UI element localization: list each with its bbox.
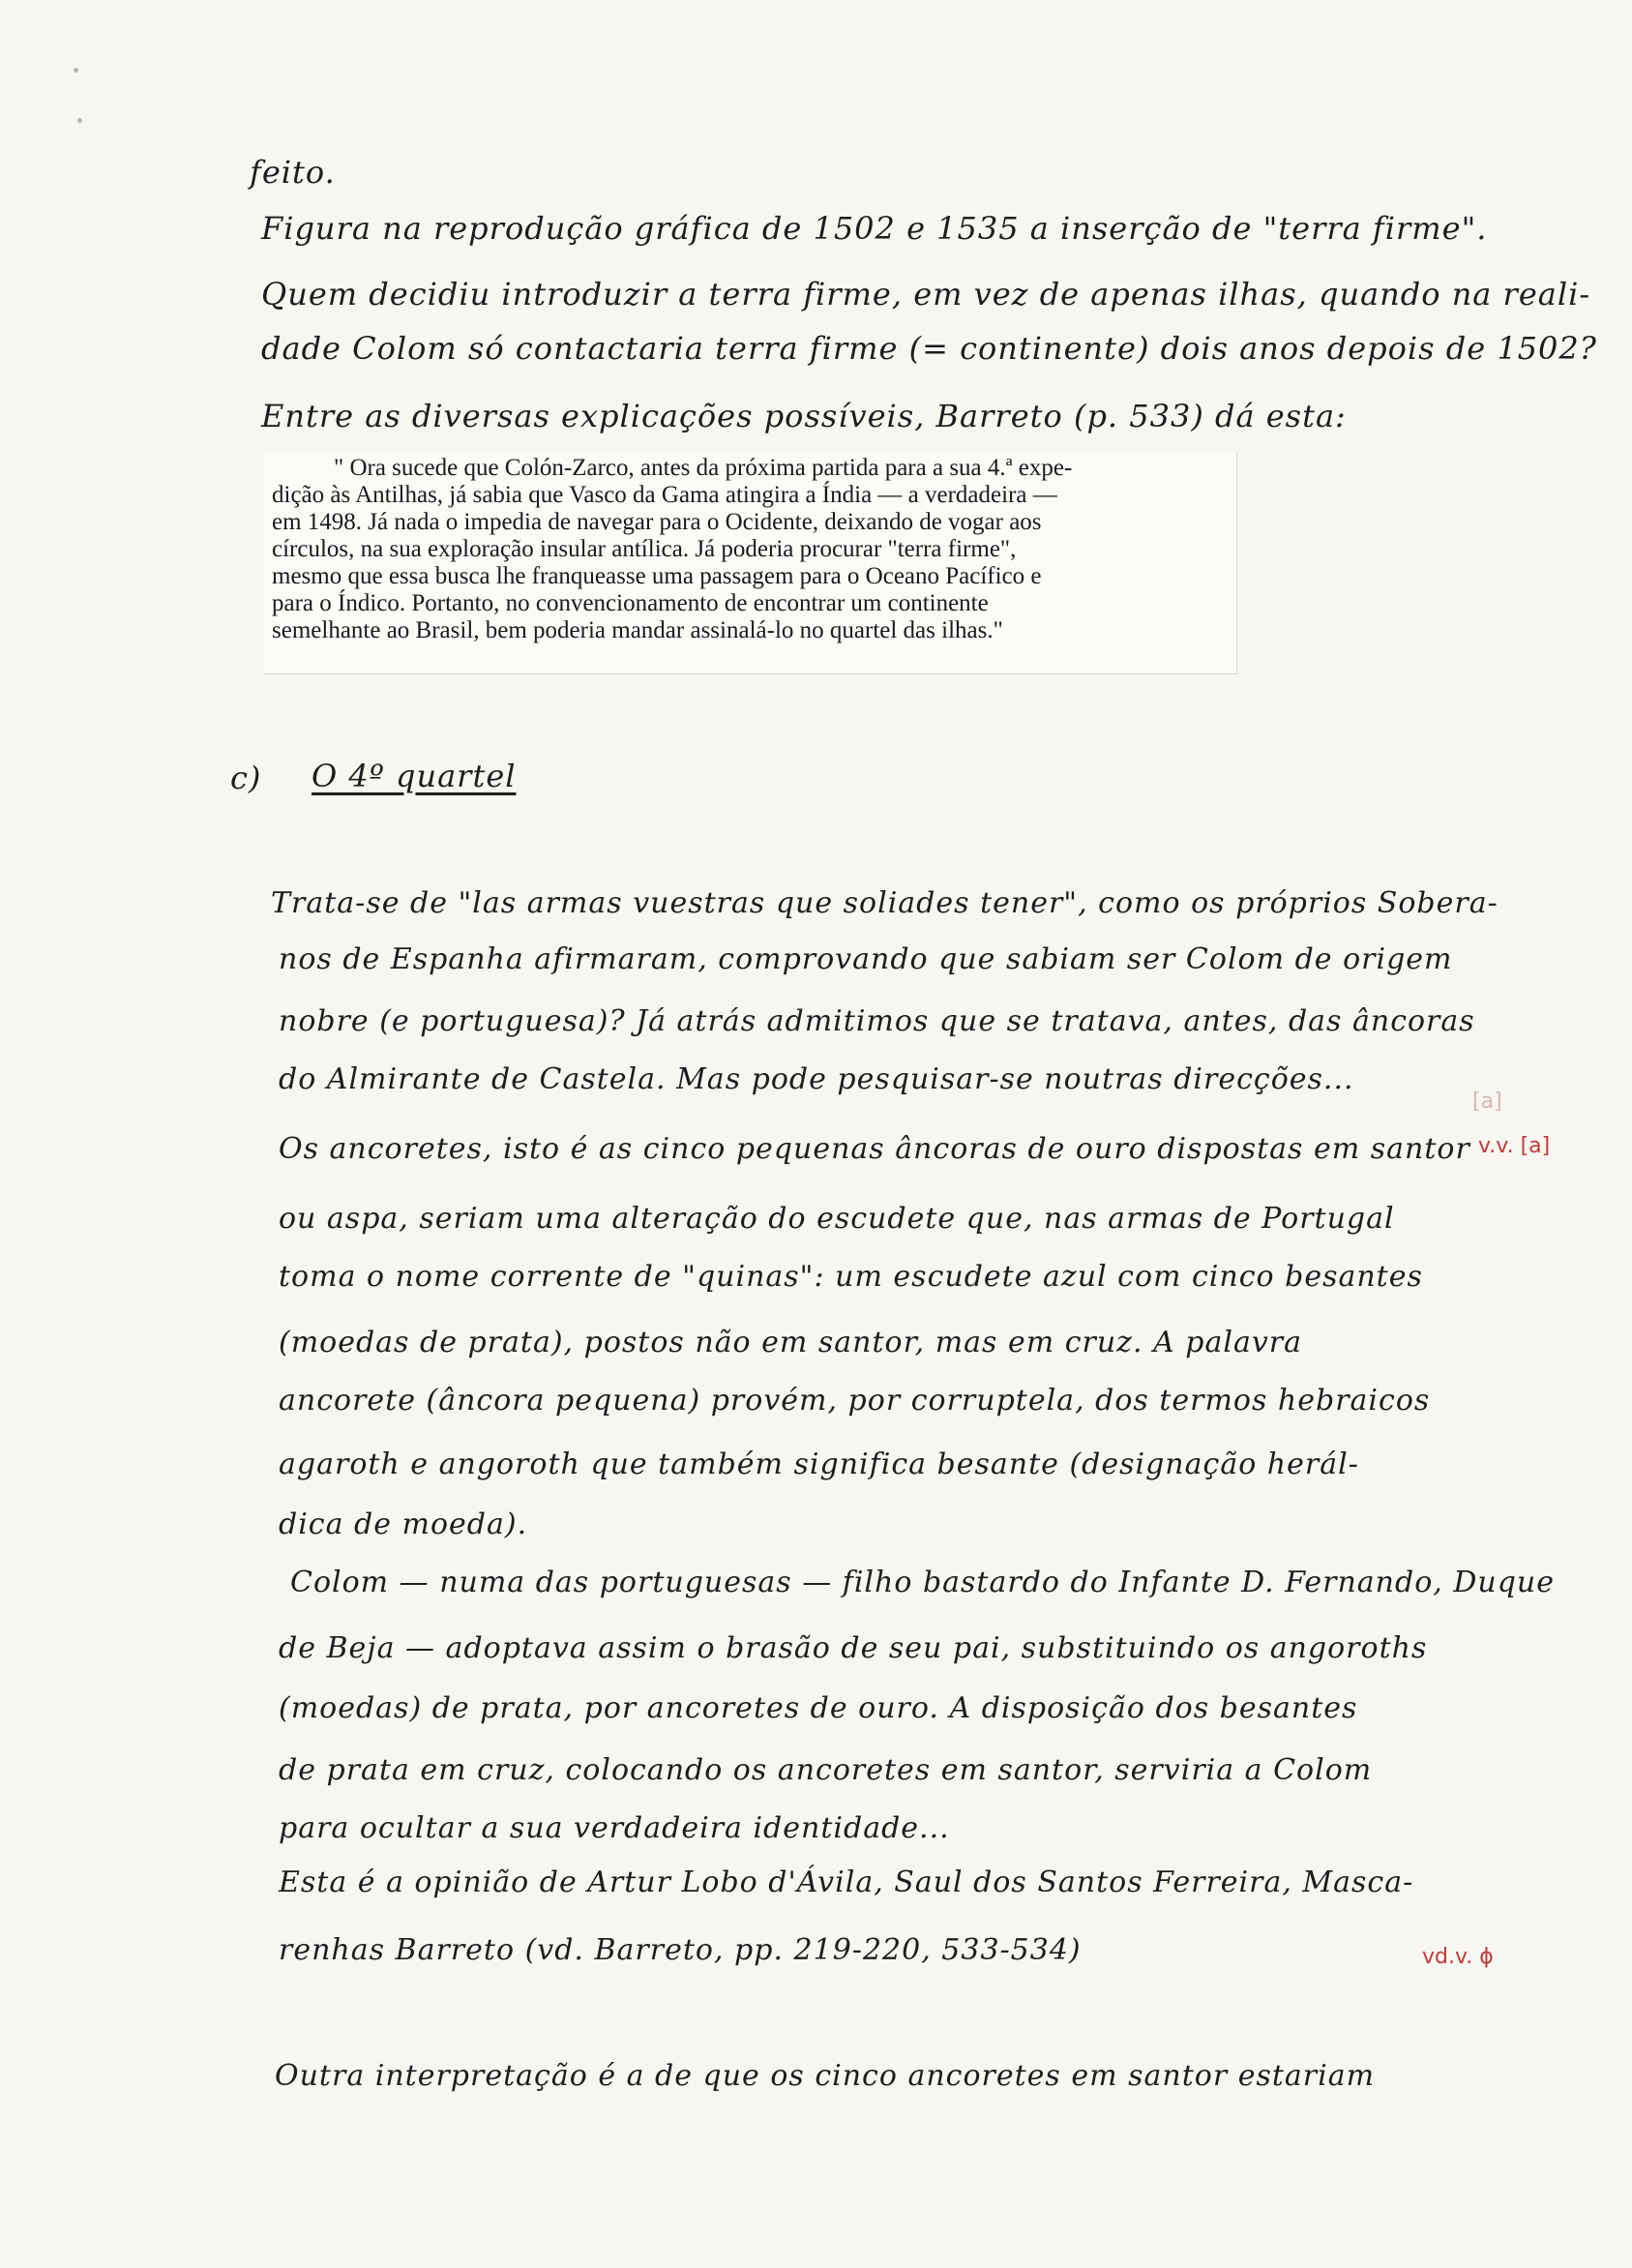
paper-speck <box>74 68 78 73</box>
handwritten-line: do Almirante de Castela. Mas pode pesquisar-se noutras direcções... <box>279 1062 1354 1096</box>
quote-line: mesmo que essa busca lhe franqueasse uma passagem para o Oceano Pacífico e <box>272 563 1042 589</box>
section-title: O 4º quartel <box>312 758 517 794</box>
handwritten-line: de prata em cruz, colocando os ancoretes em santor, serviria a Colom <box>279 1753 1373 1787</box>
handwritten-line: renhas Barreto (vd. Barreto, pp. 219-220, 533-534) <box>279 1933 1082 1967</box>
handwritten-line: Entre as diversas explicações possíveis, Barreto (p. 533) dá esta: <box>261 398 1347 434</box>
handwritten-line: de Beja — adoptava assim o brasão de seu pai, substituindo os angoroths <box>279 1631 1428 1665</box>
handwritten-line: nobre (e portuguesa)? Já atrás admitimos que se tratava, antes, das âncoras <box>279 1004 1475 1038</box>
margin-note-vv: v.v. [a] <box>1478 1134 1551 1158</box>
quote-line: dição às Antilhas, já sabia que Vasco da Gama atingira a Índia — a verdadeira — <box>272 482 1057 508</box>
handwritten-line: dica de moeda). <box>279 1507 528 1541</box>
margin-note-vd: vd.v. ϕ <box>1422 1945 1494 1969</box>
handwritten-line: para ocultar a sua verdadeira identidade... <box>279 1811 950 1845</box>
quote-line: para o Índico. Portanto, no convencionamento de encontrar um continente <box>272 590 989 616</box>
paper-speck <box>77 118 82 123</box>
handwritten-line: Quem decidiu introduzir a terra firme, em vez de apenas ilhas, quando na reali- <box>261 276 1591 313</box>
handwritten-line: feito. <box>250 154 336 191</box>
handwritten-line: Esta é a opinião de Artur Lobo d'Ávila, Saul dos Santos Ferreira, Masca- <box>279 1865 1414 1899</box>
handwritten-line: dade Colom só contactaria terra firme (= continente) dois anos depois de 1502? <box>261 330 1597 367</box>
section-label: c) <box>230 760 262 796</box>
handwritten-line: nos de Espanha afirmaram, comprovando que sabiam ser Colom de origem <box>279 942 1453 976</box>
quote-line: " Ora sucede que Colón-Zarco, antes da próxima partida para a sua 4.ª expe- <box>334 455 1073 481</box>
handwritten-line: Figura na reprodução gráfica de 1502 e 1535 a inserção de "terra firme". <box>261 210 1488 247</box>
handwritten-line: toma o nome corrente de "quinas": um escudete azul com cinco besantes <box>279 1260 1423 1294</box>
quote-line: em 1498. Já nada o impedia de navegar para o Ocidente, deixando de vogar aos <box>272 509 1042 535</box>
handwritten-line: ou aspa, seriam uma alteração do escudete que, nas armas de Portugal <box>279 1202 1395 1236</box>
quote-line: círculos, na sua exploração insular antílica. Já poderia procurar "terra firme", <box>272 536 1017 562</box>
pasted-quote-clipping <box>264 453 1237 674</box>
handwritten-line: Outra interpretação é a de que os cinco ancoretes em santor estariam <box>275 2059 1376 2093</box>
handwritten-line: (moedas de prata), postos não em santor, mas em cruz. A palavra <box>279 1326 1303 1359</box>
handwritten-line: agaroth e angoroth que também significa besante (designação herál- <box>279 1447 1359 1481</box>
handwritten-line: (moedas) de prata, por ancoretes de ouro. A disposição dos besantes <box>279 1691 1358 1725</box>
handwritten-line: Trata-se de "las armas vuestras que soliades tener", como os próprios Sobera- <box>271 886 1498 920</box>
handwritten-line: Colom — numa das portuguesas — filho bastardo do Infante D. Fernando, Duque <box>290 1566 1555 1599</box>
handwritten-line: Os ancoretes, isto é as cinco pequenas âncoras de ouro dispostas em santor <box>279 1132 1470 1166</box>
handwritten-line: ancorete (âncora pequena) provém, por corruptela, dos termos hebraicos <box>279 1384 1431 1418</box>
quote-line: semelhante ao Brasil, bem poderia mandar assinalá-lo no quartel das ilhas." <box>272 617 1003 643</box>
faint-margin-bracket: [a] <box>1472 1089 1502 1114</box>
